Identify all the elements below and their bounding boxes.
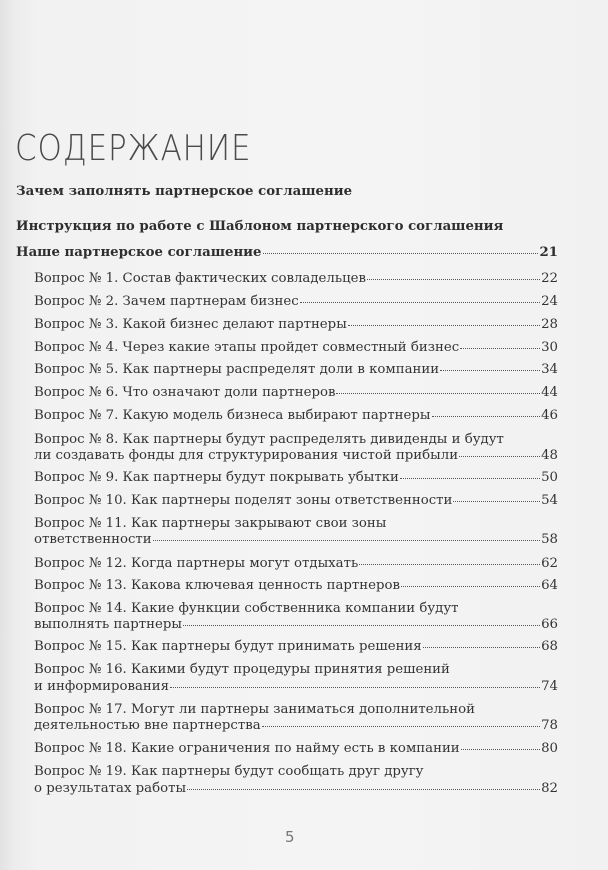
toc-page-number: 22	[541, 271, 558, 286]
toc-entry-label: Вопрос № 9. Как партнеры будут покрывать убытки	[34, 470, 399, 485]
toc-entry-label: Вопрос № 13. Какова ключевая ценность партнеров	[34, 578, 401, 593]
toc-entry-q11[interactable]	[34, 532, 558, 547]
toc-entry-label: Вопрос № 6. Что означают доли партнеров	[34, 385, 336, 400]
toc-page-number: 34	[541, 362, 558, 377]
leader-dots	[183, 625, 540, 626]
toc-entry-label: Вопрос № 3. Какой бизнес делают партнеры	[34, 317, 347, 332]
toc-entry-q17-line1[interactable]: Вопрос № 17. Могут ли партнеры заниматься дополнительной	[34, 702, 475, 717]
leader-dots	[423, 647, 540, 648]
toc-entry-q9[interactable]	[34, 470, 558, 485]
toc-entry-q4[interactable]	[34, 340, 558, 355]
toc-entry-q17[interactable]	[34, 718, 558, 733]
leader-dots	[460, 348, 540, 349]
toc-entry-q11-line1[interactable]: Вопрос № 11. Как партнеры закрывают свои зоны	[34, 516, 387, 531]
toc-page-number: 68	[541, 639, 558, 654]
leader-dots	[453, 501, 540, 502]
toc-entry-label: ответственности	[34, 532, 152, 547]
leader-dots	[367, 279, 540, 280]
toc-entry-label: ли создавать фонды для структурирования чистой прибыли	[34, 448, 459, 463]
toc-entry-q2[interactable]	[34, 294, 558, 309]
leader-dots	[170, 687, 540, 688]
toc-entry-label: Вопрос № 10. Как партнеры поделят зоны ответственности	[34, 493, 453, 508]
leader-dots	[153, 540, 540, 541]
leader-dots	[348, 325, 540, 326]
toc-entry-q13[interactable]	[34, 578, 558, 593]
toc-entry-q8[interactable]	[34, 448, 558, 463]
toc-entry-label: Вопрос № 5. Как партнеры распределят доли в компании	[34, 362, 440, 377]
toc-page-number: 82	[541, 781, 558, 796]
toc-page-number: 64	[541, 578, 558, 593]
toc-entry-q16-line1[interactable]: Вопрос № 16. Какими будут процедуры принятия решений	[34, 662, 450, 677]
toc-entry-label: Вопрос № 12. Когда партнеры могут отдыхать	[34, 556, 359, 571]
leader-dots	[359, 564, 540, 565]
toc-entry-q12[interactable]	[34, 556, 558, 571]
toc-entry-label: Вопрос № 4. Через какие этапы пройдет совместный бизнес	[34, 340, 460, 355]
toc-entry-q6[interactable]	[34, 385, 558, 400]
leader-dots	[262, 726, 540, 727]
toc-entry-label: Вопрос № 7. Какую модель бизнеса выбирают партнеры	[34, 408, 431, 423]
toc-entry-q15[interactable]	[34, 639, 558, 654]
toc-entry-label: и информирования	[34, 679, 169, 694]
toc-entry-q14-line1[interactable]: Вопрос № 14. Какие функции собственника компании будут	[34, 601, 459, 616]
leader-dots	[263, 253, 539, 254]
toc-entry-label: Вопрос № 15. Как партнеры будут принимать решения	[34, 639, 422, 654]
page-number: 5	[285, 828, 295, 846]
toc-entry-q19-line1[interactable]: Вопрос № 19. Как партнеры будут сообщать друг другу	[34, 764, 424, 779]
toc-page-number: 78	[541, 718, 558, 733]
toc-entry-q1[interactable]	[34, 271, 558, 286]
toc-entry-label: деятельностью вне партнерства	[34, 718, 261, 733]
toc-entry-q3[interactable]	[34, 317, 558, 332]
toc-entry-label: выполнять партнеры	[34, 617, 182, 632]
leader-dots	[187, 789, 540, 790]
toc-page-number: 44	[541, 385, 558, 400]
toc-section-label: Наше партнерское соглашение	[16, 245, 262, 260]
toc-entry-q8-line1[interactable]: Вопрос № 8. Как партнеры будут распределять дивиденды и будут	[34, 432, 504, 447]
toc-page-number: 46	[541, 408, 558, 423]
toc-entry-q19[interactable]	[34, 781, 558, 796]
leader-dots	[432, 416, 541, 417]
toc-entry-q16[interactable]	[34, 679, 558, 694]
toc-page-number: 74	[541, 679, 558, 694]
toc-page-number: 30	[541, 340, 558, 355]
page-title: СОДЕРЖАНИЕ	[15, 128, 252, 169]
toc-section-instruction[interactable]: Инструкция по работе с Шаблоном партнерского соглашения	[16, 219, 504, 234]
toc-page-number: 62	[541, 556, 558, 571]
toc-section-agreement[interactable]	[16, 245, 558, 260]
toc-entry-label: Вопрос № 1. Состав фактических совладельцев	[34, 271, 367, 286]
toc-entry-q7[interactable]	[34, 408, 558, 423]
leader-dots	[459, 456, 540, 457]
toc-entry-q14[interactable]	[34, 617, 558, 632]
toc-page-number: 50	[541, 470, 558, 485]
toc-section-why[interactable]: Зачем заполнять партнерское соглашение	[16, 184, 353, 199]
toc-entry-q18[interactable]	[34, 741, 558, 756]
leader-dots	[300, 302, 540, 303]
toc-entry-label: о результатах работы	[34, 781, 187, 796]
leader-dots	[400, 478, 540, 479]
toc-page-number: 28	[541, 317, 558, 332]
toc-page-number: 21	[539, 245, 558, 260]
leader-dots	[401, 586, 540, 587]
toc-entry-q5[interactable]	[34, 362, 558, 377]
toc-page-number: 80	[541, 741, 558, 756]
toc-page-number: 24	[541, 294, 558, 309]
leader-dots	[461, 749, 540, 750]
toc-page-number: 58	[541, 532, 558, 547]
toc-page-number: 54	[541, 493, 558, 508]
toc-page-number: 66	[541, 617, 558, 632]
leader-dots	[336, 393, 540, 394]
toc-entry-label: Вопрос № 2. Зачем партнерам бизнес	[34, 294, 299, 309]
toc-entry-label: Вопрос № 18. Какие ограничения по найму есть в компании	[34, 741, 460, 756]
leader-dots	[440, 370, 540, 371]
toc-entry-q10[interactable]	[34, 493, 558, 508]
toc-page-number: 48	[541, 448, 558, 463]
